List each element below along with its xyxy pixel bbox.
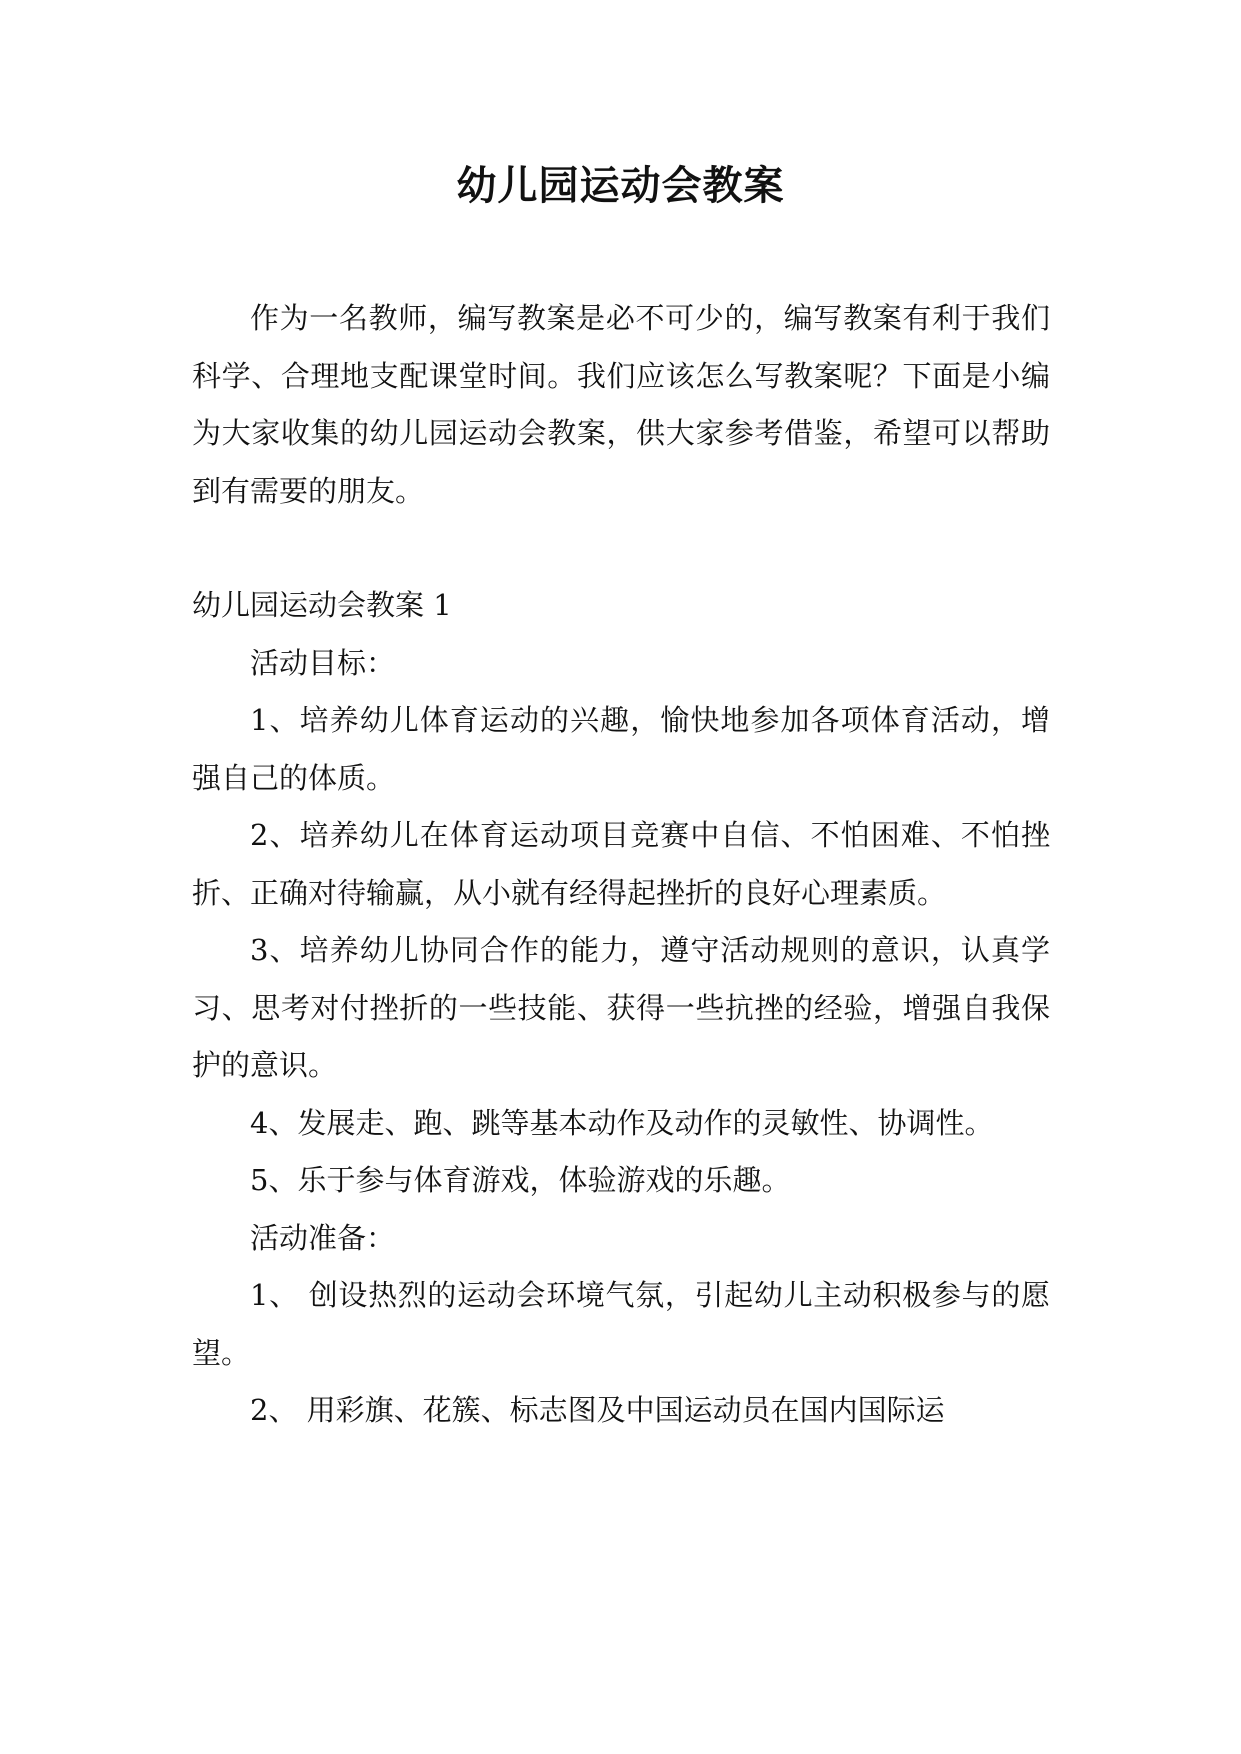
intro-paragraph: 作为一名教师，编写教案是必不可少的，编写教案有利于我们科学、合理地支配课堂时间。我们应该怎么写教案呢？下面是小编为大家收集的幼儿园运动会教案，供大家参考借鉴，希望可以帮助到有需要的朋友。 [192,301,1050,508]
prep-item: 1、 创设热烈的运动会环境气氛，引起幼儿主动积极参与的愿望。 [192,1278,1050,1370]
document-title: 幼儿园运动会教案 [456,162,785,209]
goal-item: 3、培养幼儿协同合作的能力，遵守活动规则的意识，认真学习、思考对付挫折的一些技能、获得一些抗挫的经验，增强自我保护的意识。 [192,933,1050,1082]
goal-item: 1、培养幼儿体育运动的兴趣，愉快地参加各项体育活动，增强自己的体质。 [192,703,1050,795]
goal-item: 4、发展走、跑、跳等基本动作及动作的灵敏性、协调性。 [250,1105,994,1140]
document-body [192,290,1050,1440]
goal-item: 2、培养幼儿在体育运动项目竞赛中自信、不怕困难、不怕挫折、正确对待输赢，从小就有经得起挫折的良好心理素质。 [192,818,1050,910]
section-title: 幼儿园运动会教案 1 [192,588,452,622]
goal-item: 5、乐于参与体育游戏，体验游戏的乐趣。 [250,1163,791,1197]
goals-heading: 活动目标： [250,645,396,680]
prep-item: 2、 用彩旗、花簇、标志图及中国运动员在国内国际运 [250,1393,945,1427]
prep-heading: 活动准备： [250,1220,396,1255]
